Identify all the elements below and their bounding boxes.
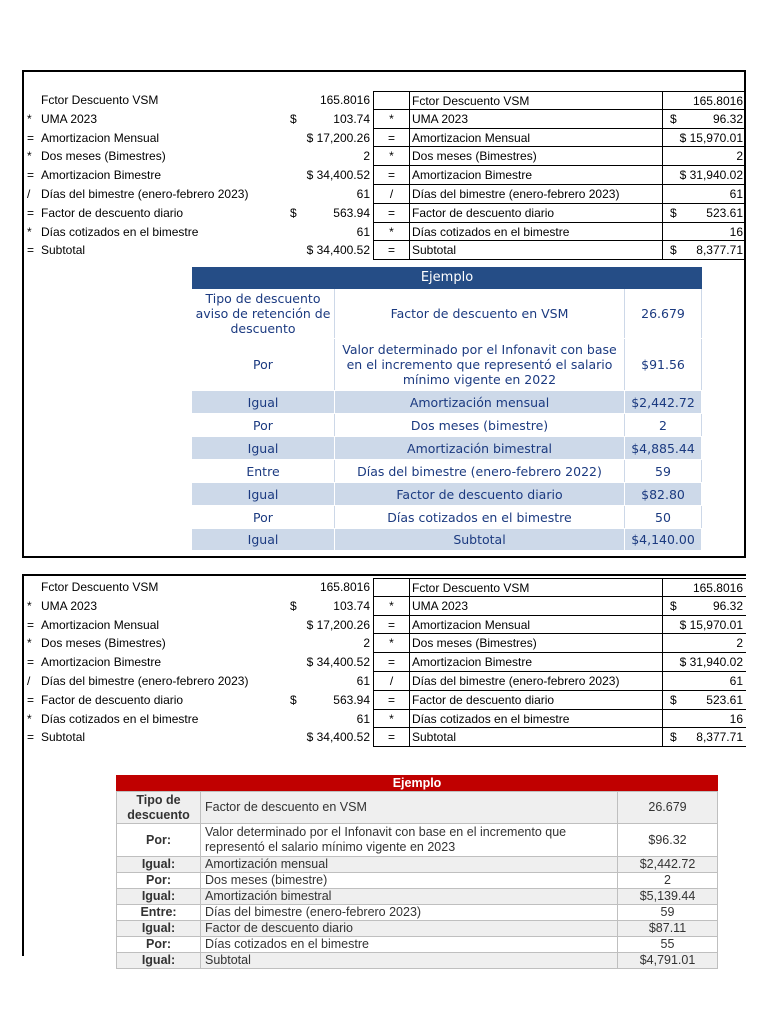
row-value: $82.80 — [625, 483, 702, 505]
operator: = — [27, 692, 35, 707]
calc-row — [24, 241, 746, 260]
calc-row — [24, 616, 746, 635]
row-key: Igual: — [117, 953, 201, 969]
row-description: Días del bimestre (enero-febrero 2023) — [201, 905, 618, 921]
row-value: 2 — [618, 873, 718, 889]
row-label: Dos meses (Bimestres) — [410, 634, 663, 653]
operator: * — [373, 710, 410, 729]
operator — [373, 578, 410, 597]
calc-row — [24, 166, 746, 185]
calc-row — [24, 91, 746, 110]
row-description: Dos meses (bimestre) — [201, 873, 618, 889]
operator: * — [373, 597, 410, 616]
row-value: $ 17,200.26 — [306, 617, 370, 632]
calc-row — [24, 691, 746, 710]
row-value: $87.11 — [618, 921, 718, 937]
table-row — [192, 506, 702, 529]
operator: * — [27, 111, 32, 126]
operator: = — [373, 129, 410, 148]
operator: * — [27, 224, 32, 239]
currency-sign: $ — [290, 205, 297, 220]
operator: / — [27, 186, 31, 201]
row-label: Días del bimestre (enero-febrero 2023) — [41, 186, 249, 201]
operator: = — [373, 691, 410, 710]
calc-row — [24, 634, 746, 653]
table-row — [192, 339, 702, 391]
row-description: Días del bimestre (enero-febrero 2022) — [335, 460, 625, 482]
row-value: 165.8016 — [692, 94, 743, 108]
calc-row — [24, 578, 746, 597]
row-key: Igual: — [117, 921, 201, 937]
currency-sign: $ — [290, 692, 297, 707]
row-key: Por — [192, 414, 335, 436]
row-label: Amortizacion Bimestre — [41, 168, 162, 183]
row-value: 16 — [729, 711, 743, 726]
currency-sign: $ — [670, 205, 677, 220]
row-value: 61 — [356, 224, 370, 239]
operator: = — [373, 166, 410, 185]
table-row — [192, 460, 702, 483]
row-value: 8,377.71 — [696, 730, 743, 745]
row-value: 103.74 — [333, 111, 370, 126]
row-value: $4,791.01 — [618, 953, 718, 969]
row-value: 165.8016 — [319, 93, 370, 107]
currency-sign: $ — [670, 111, 677, 126]
row-label: Fctor Descuento VSM — [41, 580, 159, 594]
row-label: Amortizacion Mensual — [41, 617, 160, 632]
calc-row — [24, 672, 746, 691]
table-row — [117, 889, 718, 905]
table-row — [117, 792, 718, 824]
row-value: 55 — [618, 937, 718, 953]
row-label: Factor de descuento diario — [410, 204, 663, 223]
row-label: Dos meses (Bimestres) — [41, 636, 166, 651]
example-table-red — [116, 775, 718, 967]
row-key: Tipo de descuento — [117, 792, 201, 824]
operator: / — [27, 673, 31, 688]
row-label: Amortizacion Bimestre — [410, 166, 663, 185]
operator: * — [373, 634, 410, 653]
row-key: Por — [192, 506, 335, 528]
table-row — [192, 529, 702, 551]
row-description: Amortización bimestral — [335, 437, 625, 459]
operator: = — [27, 243, 35, 258]
row-key: Por: — [117, 824, 201, 857]
example-title: Ejemplo — [192, 267, 702, 289]
operator: = — [27, 205, 35, 220]
calc-table-2 — [24, 578, 746, 747]
row-description: Factor de descuento diario — [335, 483, 625, 505]
row-label: Factor de descuento diario — [41, 205, 184, 220]
row-label: UMA 2023 — [410, 597, 663, 616]
table-row — [117, 953, 718, 969]
row-description: Factor de descuento en VSM — [335, 289, 625, 338]
operator: * — [373, 223, 410, 242]
row-value: $2,442.72 — [618, 857, 718, 873]
operator: = — [373, 204, 410, 223]
currency-sign: $ — [290, 111, 297, 126]
row-value: $4,885.44 — [625, 437, 702, 459]
row-value: 523.61 — [706, 205, 743, 220]
row-value: 16 — [729, 224, 743, 239]
row-value: $ 34,400.52 — [306, 168, 370, 183]
row-value: $ 31,940.02 — [679, 168, 743, 183]
calc-row — [24, 204, 746, 223]
row-label: Subtotal — [410, 728, 663, 747]
row-description: Amortización bimestral — [201, 889, 618, 905]
operator: = — [373, 241, 410, 260]
row-value: $ 34,400.52 — [306, 655, 370, 670]
operator: * — [373, 110, 410, 129]
row-value: $ 15,970.01 — [679, 617, 743, 632]
row-description: Valor determinado por el Infonavit con base en el incremento que representó el salario mínimo vigente en 2023 — [201, 824, 618, 857]
currency-sign: $ — [290, 598, 297, 613]
calc-row — [24, 223, 746, 242]
calc-table-1 — [24, 91, 746, 260]
row-value: 165.8016 — [692, 581, 743, 595]
operator: / — [373, 185, 410, 204]
calc-row — [24, 185, 746, 204]
row-key: Por — [192, 339, 335, 390]
row-value: 563.94 — [333, 692, 370, 707]
row-label: Días cotizados en el bimestre — [410, 223, 663, 242]
calc-row — [24, 147, 746, 166]
row-label: Días del bimestre (enero-febrero 2023) — [41, 673, 249, 688]
example-title: Ejemplo — [116, 775, 718, 791]
row-label: UMA 2023 — [41, 111, 98, 126]
row-label: Días del bimestre (enero-febrero 2023) — [410, 185, 663, 204]
row-key: Igual — [192, 391, 335, 413]
row-label: Amortizacion Mensual — [41, 130, 160, 145]
table-row — [192, 483, 702, 506]
table-row — [192, 391, 702, 414]
row-key: Igual — [192, 529, 335, 550]
table-row — [192, 414, 702, 437]
row-label: Amortizacion Mensual — [410, 616, 663, 635]
row-key: Igual — [192, 483, 335, 505]
table-row — [117, 937, 718, 953]
row-label: Factor de descuento diario — [410, 691, 663, 710]
operator: = — [27, 617, 35, 632]
operator: / — [373, 672, 410, 691]
row-description: Valor determinado por el Infonavit con base en el incremento que representó el salario mínimo vigente en 2022 — [335, 339, 625, 390]
row-value: 2 — [363, 149, 370, 164]
row-label: Amortizacion Bimestre — [41, 655, 162, 670]
row-label: Fctor Descuento VSM — [41, 93, 159, 107]
row-key: Entre: — [117, 905, 201, 921]
row-value: $2,442.72 — [625, 391, 702, 413]
row-description: Factor de descuento diario — [201, 921, 618, 937]
row-key: Igual: — [117, 857, 201, 873]
operator: * — [27, 598, 32, 613]
row-label: Días cotizados en el bimestre — [41, 711, 199, 726]
row-label: Subtotal — [410, 241, 663, 260]
row-value: $ 17,200.26 — [306, 130, 370, 145]
row-label: Fctor Descuento VSM — [410, 91, 663, 110]
operator: = — [27, 655, 35, 670]
operator — [373, 91, 410, 110]
example-table-body — [116, 791, 718, 969]
operator: = — [373, 616, 410, 635]
row-value: $ 31,940.02 — [679, 655, 743, 670]
row-value: 96.32 — [712, 598, 743, 613]
row-value: 26.679 — [618, 792, 718, 824]
row-value: 61 — [729, 186, 743, 201]
row-value: $5,139.44 — [618, 889, 718, 905]
operator: * — [373, 147, 410, 166]
row-value: 59 — [618, 905, 718, 921]
row-value: $ 34,400.52 — [306, 730, 370, 745]
row-label: Subtotal — [41, 730, 86, 745]
row-label: UMA 2023 — [410, 110, 663, 129]
row-label: Amortizacion Bimestre — [410, 653, 663, 672]
row-value: 2 — [363, 636, 370, 651]
row-key: Igual — [192, 437, 335, 459]
row-value: 61 — [356, 711, 370, 726]
table-row — [192, 289, 702, 339]
operator: * — [27, 636, 32, 651]
row-description: Amortización mensual — [335, 391, 625, 413]
row-value: 563.94 — [333, 205, 370, 220]
row-value: 165.8016 — [319, 580, 370, 594]
row-label: Días cotizados en el bimestre — [41, 224, 199, 239]
calc-row — [24, 129, 746, 148]
row-value: 96.32 — [712, 111, 743, 126]
row-value: 26.679 — [625, 289, 702, 338]
row-description: Subtotal — [201, 953, 618, 969]
table-row — [192, 437, 702, 460]
row-description: Amortización mensual — [201, 857, 618, 873]
row-key: Igual: — [117, 889, 201, 905]
operator: * — [27, 149, 32, 164]
table-row — [117, 824, 718, 857]
operator: = — [27, 730, 35, 745]
row-value: $4,140.00 — [625, 529, 702, 550]
row-label: Fctor Descuento VSM — [410, 578, 663, 597]
operator: = — [373, 728, 410, 747]
table-row — [117, 873, 718, 889]
row-value: 61 — [356, 186, 370, 201]
currency-sign: $ — [670, 243, 677, 258]
calc-row — [24, 597, 746, 616]
example-table-blue — [192, 267, 702, 551]
operator: = — [27, 168, 35, 183]
row-value: 103.74 — [333, 598, 370, 613]
calc-row — [24, 710, 746, 729]
row-key: Entre — [192, 460, 335, 482]
row-label: Días del bimestre (enero-febrero 2023) — [410, 672, 663, 691]
row-label: Dos meses (Bimestres) — [410, 147, 663, 166]
currency-sign: $ — [670, 692, 677, 707]
calc-row — [24, 728, 746, 747]
row-value: 523.61 — [706, 692, 743, 707]
row-value: 61 — [356, 673, 370, 688]
currency-sign: $ — [670, 598, 677, 613]
row-value: 8,377.71 — [696, 243, 743, 258]
row-description: Días cotizados en el bimestre — [201, 937, 618, 953]
row-value: $ 15,970.01 — [679, 130, 743, 145]
row-description: Factor de descuento en VSM — [201, 792, 618, 824]
row-value: $96.32 — [618, 824, 718, 857]
row-label: Factor de descuento diario — [41, 692, 184, 707]
row-key: Tipo de descuento aviso de retención de descuento — [192, 289, 335, 338]
row-key: Por: — [117, 937, 201, 953]
row-value: 2 — [736, 636, 743, 651]
row-value: 50 — [625, 506, 702, 528]
table-row — [117, 905, 718, 921]
currency-sign: $ — [670, 730, 677, 745]
row-key: Por: — [117, 873, 201, 889]
table-row — [117, 857, 718, 873]
calc-row — [24, 653, 746, 672]
row-label: Dos meses (Bimestres) — [41, 149, 166, 164]
row-value: 61 — [729, 673, 743, 688]
row-value: 2 — [736, 149, 743, 164]
row-description: Días cotizados en el bimestre — [335, 506, 625, 528]
row-value: 59 — [625, 460, 702, 482]
row-description: Subtotal — [335, 529, 625, 550]
row-label: UMA 2023 — [41, 598, 98, 613]
row-value: 2 — [625, 414, 702, 436]
row-value: $91.56 — [625, 339, 702, 390]
row-label: Subtotal — [41, 243, 86, 258]
row-value: $ 34,400.52 — [306, 243, 370, 258]
operator: * — [27, 711, 32, 726]
row-description: Dos meses (bimestre) — [335, 414, 625, 436]
operator: = — [373, 653, 410, 672]
calc-row — [24, 110, 746, 129]
table-row — [117, 921, 718, 937]
operator: = — [27, 130, 35, 145]
row-label: Amortizacion Mensual — [410, 129, 663, 148]
row-label: Días cotizados en el bimestre — [410, 710, 663, 729]
